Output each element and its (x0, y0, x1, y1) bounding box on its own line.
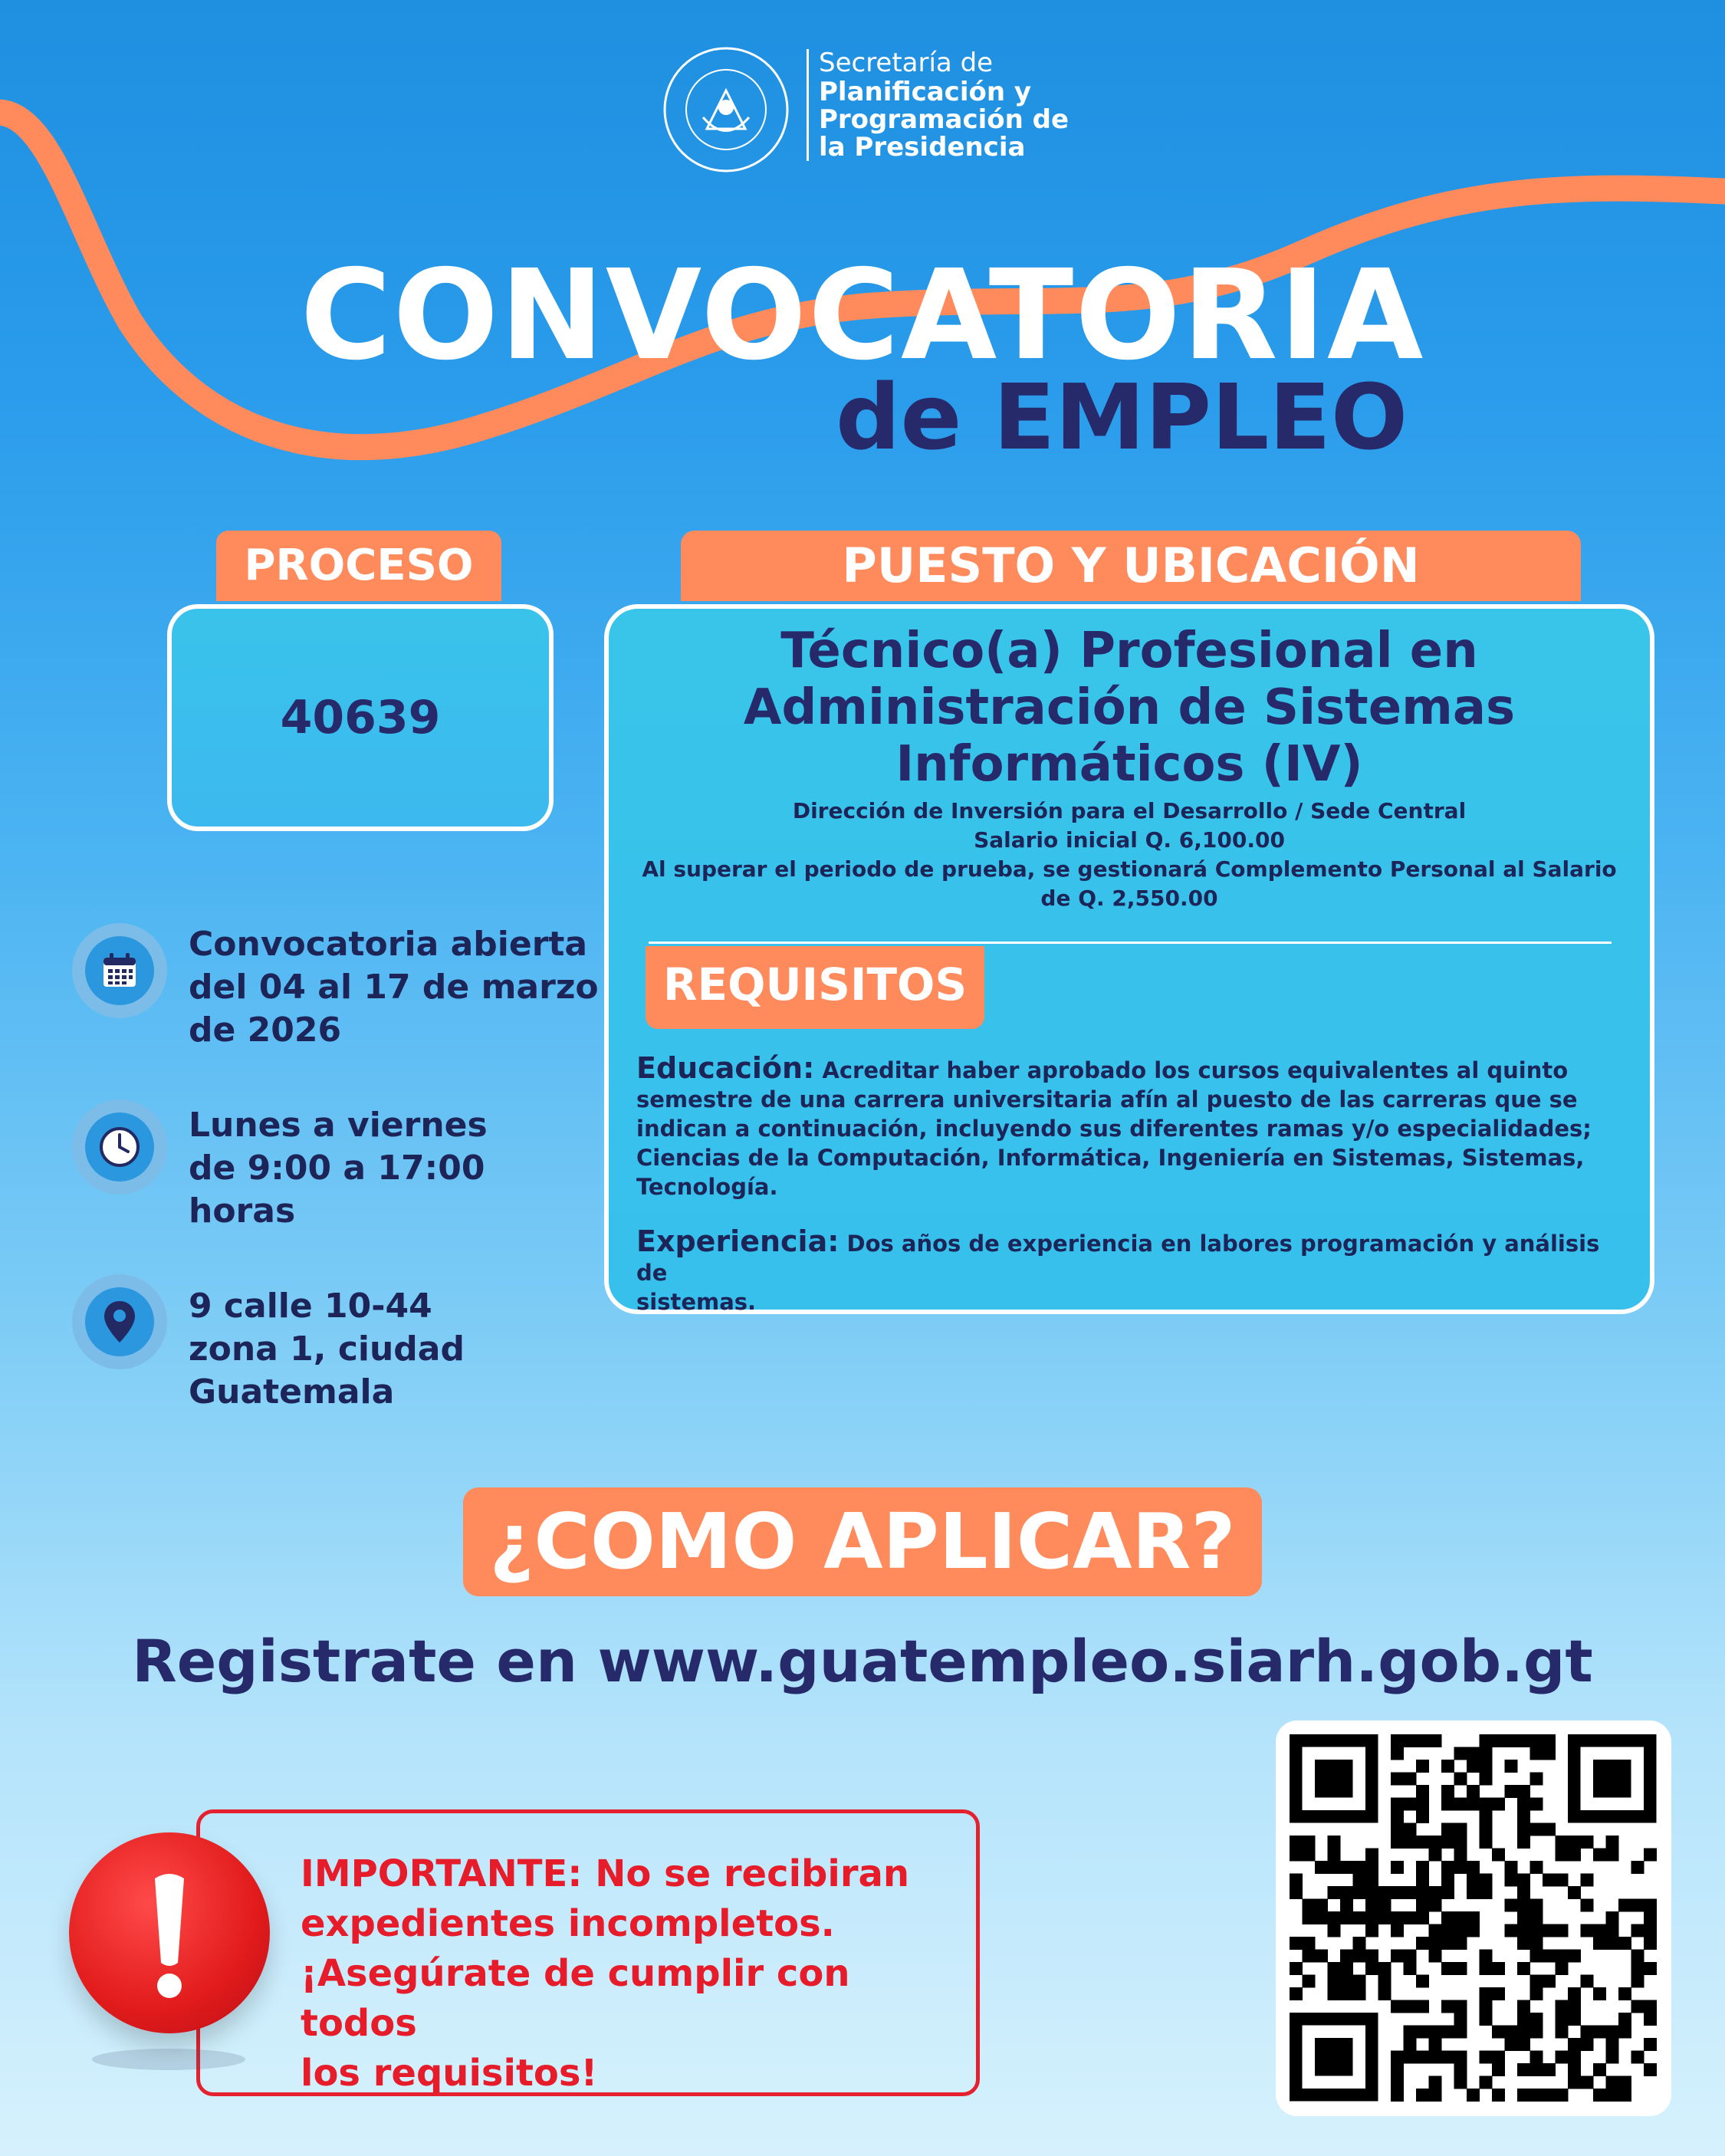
logo-text-line4: la Presidencia (819, 132, 1026, 163)
important-line3: ¡Asegúrate de cumplir con todos (301, 1952, 850, 2045)
logo-text-line1: Secretaría de (819, 48, 994, 78)
educacion-paragraph (636, 1053, 1633, 1201)
headline-subtitle: de EMPLEO (836, 364, 1408, 470)
qr-code-icon[interactable] (1276, 1721, 1671, 2116)
important-line1: IMPORTANTE: No se recibiran (301, 1852, 910, 1895)
job-title-line1: Técnico(a) Profesional en (780, 623, 1478, 679)
fecha-line3: de 2026 (189, 1011, 342, 1050)
job-complement: Al superar el periodo de prueba, se gestionará Complemento Personal al Salario (642, 856, 1617, 882)
job-complement-amount: de Q. 2,550.00 (1040, 886, 1218, 911)
experiencia-text-2: sistemas. (636, 1289, 757, 1315)
job-salary: Salario inicial Q. 6,100.00 (974, 827, 1285, 853)
important-line4: los requisitos! (301, 2052, 598, 2095)
logo-divider (807, 49, 809, 161)
educacion-text-2: semestre de una carrera universitaria afín al puesto de las carreras que se (636, 1086, 1578, 1113)
job-department: Dirección de Inversión para el Desarrollo / Sede Central (792, 798, 1467, 823)
alert-icon (69, 1832, 270, 2033)
clock-icon (98, 1126, 141, 1168)
logo-text-line3: Programación de (819, 104, 1070, 135)
horario-line1: Lunes a viernes (189, 1106, 488, 1145)
proceso-label: PROCESO (216, 531, 501, 601)
calendar-icon-badge (72, 923, 167, 1018)
fecha-line1: Convocatoria abierta (189, 925, 588, 964)
job-title-line3: Informáticos (IV) (895, 736, 1363, 793)
calendar-icon (99, 950, 140, 991)
qr-code-card (1276, 1721, 1671, 2116)
como-aplicar-label: ¿COMO APLICAR? (463, 1487, 1262, 1596)
register-url-text[interactable]: Registrate en www.guatempleo.siarh.gob.gt (132, 1627, 1593, 1695)
educacion-text-3: indican a continuación, incluyendo sus diferentes ramas y/o especialidades; (636, 1116, 1592, 1142)
direccion-line1: 9 calle 10-44 (189, 1287, 432, 1326)
guatemala-seal-logo (661, 44, 791, 175)
requisitos-divider (649, 942, 1612, 944)
educacion-text-1: Acreditar haber aprobado los cursos equivalentes al quinto (822, 1057, 1569, 1083)
logo-text-line2: Planificación y (819, 77, 1032, 107)
proceso-box (167, 604, 554, 831)
direccion-line2: zona 1, ciudad (189, 1329, 465, 1369)
puesto-label: PUESTO Y UBICACIÓN (681, 531, 1581, 601)
fecha-line2: del 04 al 17 de marzo (189, 968, 599, 1007)
clock-icon-badge (72, 1099, 167, 1195)
horario-line2: de 9:00 a 17:00 (189, 1149, 485, 1188)
experiencia-paragraph (636, 1224, 1633, 1316)
educacion-text-5: Tecnología. (636, 1174, 778, 1200)
location-pin-icon (103, 1300, 136, 1344)
job-title (635, 623, 1624, 793)
direccion-info (189, 1285, 465, 1414)
horario-line3: horas (189, 1191, 296, 1231)
requisitos-label: REQUISITOS (646, 946, 984, 1029)
important-line2: expedientes incompletos. (301, 1902, 835, 1945)
headline-title: CONVOCATORIA (300, 244, 1425, 388)
educacion-lead: Educación: (636, 1051, 815, 1085)
fecha-info (189, 923, 599, 1052)
location-icon-badge (72, 1274, 167, 1369)
job-title-line2: Administración de Sistemas (743, 679, 1516, 736)
horario-info (189, 1104, 488, 1233)
important-notice (301, 1849, 960, 2098)
alert-shadow (92, 2049, 245, 2070)
direccion-line3: Guatemala (189, 1372, 395, 1412)
educacion-text-4: Ciencias de la Computación, Informática, Ingeniería en Sistemas, Sistemas, (636, 1145, 1585, 1171)
proceso-number: 40639 (280, 691, 441, 744)
experiencia-text-1: Dos años de experiencia en labores programación y análisis de (636, 1231, 1600, 1286)
experiencia-lead: Experiencia: (636, 1224, 840, 1258)
